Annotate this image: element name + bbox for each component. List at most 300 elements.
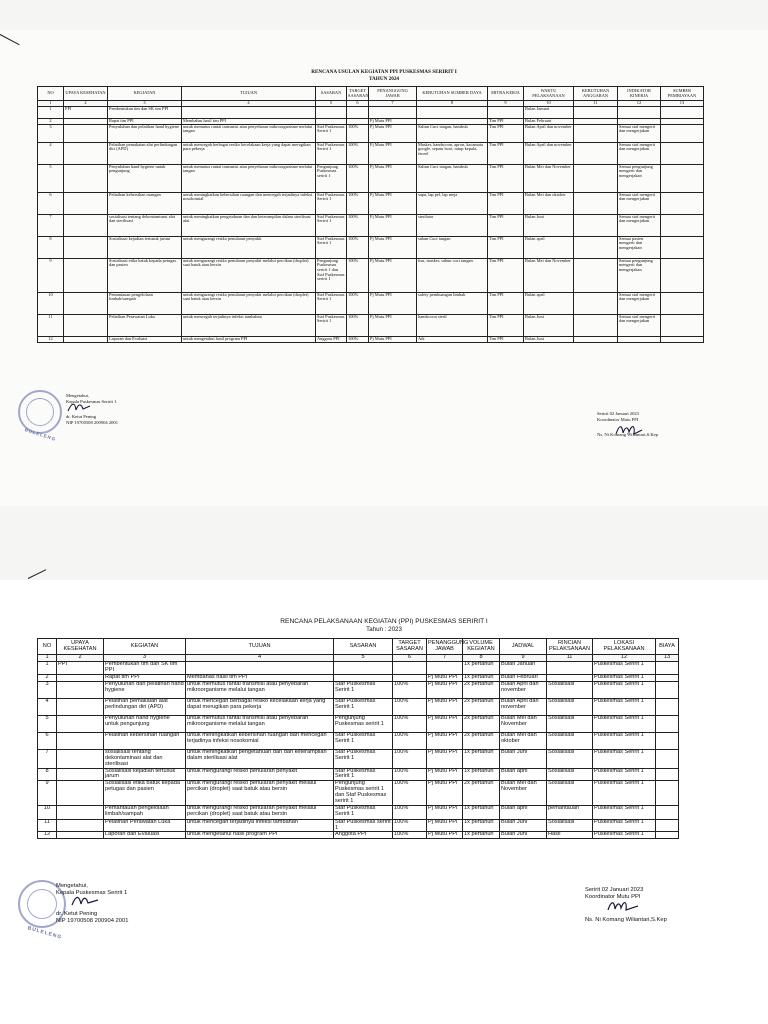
table-cell: Bulan Mei dan November bbox=[524, 164, 574, 192]
table-cell: Pj Mutu PPI bbox=[427, 805, 463, 819]
table-cell: 100% bbox=[347, 336, 369, 342]
table-cell: untuk memutus rantai transmisi atau penyebaran mikroorganisme melalui tangan bbox=[186, 716, 334, 733]
head-signature-icon bbox=[66, 400, 92, 414]
table-cell: Pelatihan Perawatan Luka bbox=[108, 314, 182, 336]
table-cell: Pj Mutu PPI bbox=[427, 733, 463, 750]
head-title: Kepala Puskesmas Seririt 1 bbox=[56, 889, 128, 896]
column-number: 12 bbox=[618, 101, 661, 107]
sign-date: Seririt 02 Januari 2023 bbox=[585, 887, 644, 893]
column-number: 8 bbox=[417, 101, 488, 107]
column-number: 3 bbox=[108, 101, 182, 107]
table-cell: Semua pasien mengerti dan mengerjakan bbox=[618, 236, 661, 258]
table-cell bbox=[57, 733, 104, 750]
table-cell: Staf Puskesmas Seririt 1 bbox=[316, 124, 347, 142]
table-cell: Tim PPI bbox=[488, 336, 524, 342]
head-name: dr. Ketut Pening bbox=[56, 910, 98, 917]
table-cell: Penyuluhan hand hygiene untuk pengunjung bbox=[104, 716, 186, 733]
table-cell: untuk mencegah berbagai resiko kecelakaan kerja yang dapat merugikan para pekerja bbox=[182, 142, 316, 164]
column-header: MITRA KERJA bbox=[488, 87, 524, 101]
table-row bbox=[38, 699, 679, 716]
table-cell: Puskesmas Seririt 1 bbox=[593, 819, 656, 832]
table-cell: 100% bbox=[393, 716, 427, 733]
table-cell bbox=[64, 164, 108, 192]
table-row bbox=[38, 682, 679, 699]
table-cell: Tim PPI bbox=[488, 142, 524, 164]
table-cell: Tim PPI bbox=[488, 124, 524, 142]
scan-corner-mark bbox=[0, 34, 20, 45]
table-cell: Pengunjung Puskesmas seririt 1 bbox=[316, 164, 347, 192]
column-header: TARGET SASARAN bbox=[347, 87, 369, 101]
table-cell bbox=[661, 292, 704, 314]
table-cell: Pj Mutu PPI bbox=[427, 819, 463, 832]
column-number: 11 bbox=[547, 655, 593, 662]
table-cell bbox=[57, 675, 104, 682]
table-cell bbox=[64, 292, 108, 314]
table-cell bbox=[64, 314, 108, 336]
table-cell: Bulan Mei dan oktober bbox=[524, 192, 574, 214]
table-cell: Pelatihan kebersihan ruangan bbox=[104, 733, 186, 750]
table-cell bbox=[57, 805, 104, 819]
page2-activity-table bbox=[37, 638, 679, 839]
table-cell bbox=[574, 314, 618, 336]
column-header: NO bbox=[38, 87, 64, 101]
document-page-1 bbox=[0, 30, 768, 506]
table-cell: 100% bbox=[347, 258, 369, 292]
table-cell: untuk mengurangi resiko penularan penyakit bbox=[182, 236, 316, 258]
table-row bbox=[38, 142, 704, 164]
table-cell: 6 bbox=[38, 733, 57, 750]
table-cell: 100% bbox=[347, 142, 369, 164]
table-cell bbox=[656, 768, 679, 781]
table-cell: sapu, lap pel, lap meja bbox=[417, 192, 488, 214]
column-header: PENANGGUNG JAWAB bbox=[369, 87, 417, 101]
table-cell: sabun Cuci tangan bbox=[417, 236, 488, 258]
table-row bbox=[38, 750, 679, 769]
column-number: 6 bbox=[393, 655, 427, 662]
column-number: 11 bbox=[574, 101, 618, 107]
table-cell: Staf Puskesmas Seririt 1 bbox=[334, 699, 393, 716]
table-cell bbox=[57, 682, 104, 699]
column-header: INDIKATOR KINERJA bbox=[618, 87, 661, 101]
table-cell: Pengunjung Puskesmas seririt 1 dan Staf Puskesmas seririt 1 bbox=[316, 258, 347, 292]
table-cell: Anggota PPI bbox=[316, 336, 347, 342]
table-cell bbox=[64, 142, 108, 164]
table-cell: Sosialisasi bbox=[547, 819, 593, 832]
table-cell: Anggota PPI bbox=[334, 832, 393, 839]
table-cell: untuk mengurangi resiko penularan penyakit melalui percikan (droplet) saat batuk atau bersin bbox=[186, 781, 334, 805]
table-cell bbox=[574, 164, 618, 192]
column-header: BIAYA bbox=[656, 639, 679, 655]
table-cell: 1x pertahun bbox=[463, 819, 500, 832]
table-cell: untuk mengetahui hasil program PPI bbox=[186, 832, 334, 839]
table-cell: Bulan Januari bbox=[524, 107, 574, 119]
table-cell: Staf Puskesmas Seririt 1 bbox=[316, 192, 347, 214]
table-cell bbox=[574, 107, 618, 119]
table-cell: PPI bbox=[64, 107, 108, 119]
table-cell: Sabun Cuci tangan, handrub bbox=[417, 164, 488, 192]
coordinator-name: Ns. Ni Komang Wiliantari,S.Kep bbox=[585, 916, 667, 923]
table-cell: 8 bbox=[38, 768, 57, 781]
column-header: KEBUTUHAN SUMBER DAYA bbox=[417, 87, 488, 101]
table-cell bbox=[64, 258, 108, 292]
table-cell: Puskesmas Seririt 1 bbox=[593, 805, 656, 819]
table-cell: safety pembuangan limbah bbox=[417, 292, 488, 314]
table-cell: 1x pertahun bbox=[463, 675, 500, 682]
table-cell: Pelatihan kebersihan ruangan bbox=[108, 192, 182, 214]
table-cell: Sosialisasi bbox=[547, 733, 593, 750]
table-cell: 2x pertahun bbox=[463, 682, 500, 699]
table-cell: Pj Mutu PPI bbox=[427, 832, 463, 839]
table-cell: Staf Puskesmas Seririt 1 bbox=[334, 805, 393, 819]
table-cell: 1x pertahun bbox=[463, 662, 500, 675]
table-cell bbox=[64, 236, 108, 258]
coordinator-name: Ns. Ni Komang Wiliantari,S.Kep bbox=[597, 432, 658, 437]
table-cell: Puskesmas Seririt 1 bbox=[593, 768, 656, 781]
table-cell: Pj Mutu PPI bbox=[369, 258, 417, 292]
coordinator-title: Koordinator Mutu PPI bbox=[585, 893, 641, 900]
table-cell: untuk mencegah terjadinya infeksi tambahan bbox=[186, 819, 334, 832]
table-cell: 12 bbox=[38, 832, 57, 839]
table-cell: Semua pengunjung mengerti dan mengerjakan bbox=[618, 258, 661, 292]
table-cell bbox=[661, 258, 704, 292]
table-cell bbox=[574, 336, 618, 342]
table-cell: Penyuluhan dan pelatihan hand hygiene bbox=[108, 124, 182, 142]
table-cell: Sosialisasi etika batuk kepada petugas dan pasien bbox=[108, 258, 182, 292]
table-cell: untuk meningkatkan pengetahuan dan dan keterampilan dalam sterilisasi alat bbox=[186, 750, 334, 769]
stamp-text: BULELENG bbox=[24, 427, 57, 442]
table-cell: 5 bbox=[38, 164, 64, 192]
table-cell: Bulan Februari bbox=[500, 675, 547, 682]
column-number: 7 bbox=[427, 655, 463, 662]
column-header: NO bbox=[38, 639, 57, 655]
table-cell: untuk mencegah berbagai resiko kecelakaan kerja yang dapat merugikan para pekerja bbox=[186, 699, 334, 716]
table-cell: Tim PPI bbox=[488, 119, 524, 125]
table-cell bbox=[64, 192, 108, 214]
table-cell: untuk mengurangi resiko penularan penyakit bbox=[186, 768, 334, 781]
column-header: WAKTU PELAKSANAAN bbox=[524, 87, 574, 101]
column-number: 4 bbox=[186, 655, 334, 662]
table-cell: Bulan Juni bbox=[524, 314, 574, 336]
table-cell: Hasil bbox=[547, 832, 593, 839]
table-cell bbox=[57, 699, 104, 716]
table-cell: Pj Mutu PPI bbox=[369, 119, 417, 125]
column-number: 13 bbox=[656, 655, 679, 662]
column-number: 7 bbox=[369, 101, 417, 107]
table-cell bbox=[316, 107, 347, 119]
table-cell: Sosialisasi bbox=[547, 768, 593, 781]
table-cell bbox=[427, 662, 463, 675]
table-cell bbox=[574, 214, 618, 236]
table-cell: untuk mengurangi resiko penularan penyakit melalui percikan (droplet) saat batuk atau bersin bbox=[182, 258, 316, 292]
column-number: 9 bbox=[488, 101, 524, 107]
table-cell bbox=[656, 675, 679, 682]
table-cell: Semua pengunjung mengerti dan mengerjakan bbox=[618, 164, 661, 192]
column-header: SASARAN bbox=[316, 87, 347, 101]
table-cell: Semua staf mengerti dan mengerjakan bbox=[618, 314, 661, 336]
column-header: TUJUAN bbox=[186, 639, 334, 655]
table-row bbox=[38, 124, 704, 142]
column-header: JADWAL bbox=[500, 639, 547, 655]
table-cell: Pelatihan pemakaian alat perlindungan diri (APD) bbox=[108, 142, 182, 164]
table-cell bbox=[57, 781, 104, 805]
acknowledge-label: Mengetahui, bbox=[66, 393, 90, 398]
table-cell bbox=[574, 142, 618, 164]
table-cell: Pj Mutu PPI bbox=[427, 675, 463, 682]
table-cell: untuk meningkatkan kebersihan ruangan dan mencegah terjadinya infeksi nosokomial bbox=[186, 733, 334, 750]
table-row bbox=[38, 292, 704, 314]
table-cell: 5 bbox=[38, 716, 57, 733]
table-cell: Rapat tim PPI bbox=[104, 675, 186, 682]
column-number: 8 bbox=[463, 655, 500, 662]
table-cell: Puskesmas Seririt 1 bbox=[593, 699, 656, 716]
table-cell bbox=[417, 107, 488, 119]
table-cell: Pj Mutu PPI bbox=[369, 192, 417, 214]
column-header: LOKASI PELAKSANAAN bbox=[593, 639, 656, 655]
stamp-text: BULELENG bbox=[26, 925, 63, 941]
table-cell: 100% bbox=[347, 214, 369, 236]
table-cell bbox=[574, 292, 618, 314]
table-cell: Staf Puskesmas Seririt 1 bbox=[316, 214, 347, 236]
table-cell: Bulan Januari bbox=[500, 662, 547, 675]
table-cell bbox=[661, 192, 704, 214]
table-cell: 100% bbox=[393, 768, 427, 781]
table-cell: 4 bbox=[38, 142, 64, 164]
table-cell: 10 bbox=[38, 805, 57, 819]
table-cell: Staf Puskesmas Seririt 1 bbox=[334, 768, 393, 781]
table-cell: 100% bbox=[347, 236, 369, 258]
table-cell bbox=[656, 682, 679, 699]
table-cell bbox=[661, 107, 704, 119]
table-cell: Staf Puskesmas seririt 1 bbox=[335, 818, 391, 831]
table-cell: Puskesmas Seririt 1 bbox=[593, 682, 656, 699]
table-cell: untuk meningkatkan pengetahuan dan dan keterampilan dalam sterilisasi alat bbox=[182, 214, 316, 236]
table-cell: Tim PPI bbox=[488, 164, 524, 192]
table-cell: Penyuluhan dan pelatihan hand hygiene bbox=[104, 682, 186, 699]
table-cell: 100% bbox=[347, 314, 369, 336]
table-cell: Bulan april bbox=[500, 805, 547, 819]
table-cell: PPI bbox=[57, 662, 104, 675]
table-cell bbox=[656, 781, 679, 805]
column-header: KEBUTUHAN ANGGARAN bbox=[574, 87, 618, 101]
column-number: 10 bbox=[524, 101, 574, 107]
table-cell bbox=[618, 107, 661, 119]
table-cell: Sosialisasi bbox=[547, 682, 593, 699]
table-cell: Pj Mutu PPI bbox=[369, 124, 417, 142]
table-cell: Laporan dan Evaluasi bbox=[108, 336, 182, 342]
table-cell: Pelatihan Perawatan Luka bbox=[104, 819, 186, 832]
table-cell: Semua staf mengerti dan mengerjakan bbox=[618, 192, 661, 214]
table-cell: 4 bbox=[38, 699, 57, 716]
table-cell: Sosialisasi bbox=[547, 699, 593, 716]
table-cell: Tim PPI bbox=[488, 214, 524, 236]
table-cell bbox=[661, 214, 704, 236]
table-cell: Bulan Juni bbox=[524, 214, 574, 236]
table-cell bbox=[656, 832, 679, 839]
table-cell: Sosialisasi bbox=[547, 716, 593, 733]
table-cell bbox=[57, 716, 104, 733]
table-cell bbox=[661, 124, 704, 142]
table-cell: Staf Puskesmas Seririt 1 bbox=[334, 750, 393, 769]
table-cell: 7 bbox=[38, 214, 64, 236]
table-cell: Tim PPI bbox=[488, 292, 524, 314]
head-name: dr. Ketut Pening bbox=[66, 414, 96, 419]
table-cell bbox=[182, 107, 316, 119]
table-cell bbox=[64, 214, 108, 236]
table-cell: 100% bbox=[393, 781, 427, 805]
table-cell: Bulan Juni bbox=[524, 336, 574, 342]
table-cell: Bulan april bbox=[524, 292, 574, 314]
page2-table-header bbox=[38, 639, 679, 655]
table-cell: 1x pertahun bbox=[463, 768, 500, 781]
table-cell: Puskesmas Seririt 1 bbox=[593, 733, 656, 750]
table-cell: sosialisasi tentang dekontaminasi alat dan sterilisasi bbox=[104, 750, 186, 769]
table-row bbox=[38, 768, 679, 781]
column-number: 6 bbox=[347, 101, 369, 107]
table-cell: Masker, handscoon, apron, kacamata google, sepatu boot, tutup kepala, faceel bbox=[417, 142, 488, 164]
table-cell: Puskesmas Seririt 1 bbox=[593, 662, 656, 675]
table-row bbox=[38, 107, 704, 119]
table-row bbox=[38, 336, 704, 342]
table-cell: 100% bbox=[347, 164, 369, 192]
column-number: 13 bbox=[661, 101, 704, 107]
table-cell: 1 bbox=[38, 662, 57, 675]
table-cell: Pj Mutu PPI bbox=[427, 768, 463, 781]
table-cell: Pj Mutu PPI bbox=[427, 716, 463, 733]
table-cell: untuk memutus rantai transmisi atau penyebaran mikroorganisme melalui tangan bbox=[182, 164, 316, 192]
table-cell bbox=[661, 336, 704, 342]
table-cell: Pj Mutu PPI bbox=[369, 142, 417, 164]
table-cell bbox=[661, 236, 704, 258]
table-cell bbox=[574, 258, 618, 292]
table-cell: Atk bbox=[417, 336, 488, 342]
table-cell: 100% bbox=[347, 124, 369, 142]
table-cell: Tim PPI bbox=[488, 314, 524, 336]
column-number: 2 bbox=[57, 655, 104, 662]
table-cell bbox=[618, 336, 661, 342]
table-cell: 100% bbox=[347, 292, 369, 314]
table-cell: Bulan April dan november bbox=[500, 682, 547, 699]
table-cell: untuk mengurangi resiko penularan penyakit melalui percikan (droplet) saat batuk atau bersin bbox=[186, 805, 334, 819]
table-cell bbox=[334, 662, 393, 675]
table-cell: 2 bbox=[38, 119, 64, 125]
table-cell bbox=[186, 662, 334, 675]
table-cell bbox=[656, 750, 679, 769]
page2-subtitle: Tahun : 2023 bbox=[366, 626, 402, 633]
table-cell bbox=[369, 107, 417, 119]
column-header: UPAYA KESEHATAN bbox=[57, 639, 104, 655]
table-cell: 100% bbox=[393, 805, 427, 819]
table-cell bbox=[656, 662, 679, 675]
column-number: 1 bbox=[38, 655, 57, 662]
table-cell bbox=[661, 314, 704, 336]
table-cell: Pj Mutu PPI bbox=[369, 236, 417, 258]
table-row bbox=[38, 805, 679, 819]
table-cell: pemantauan bbox=[547, 805, 593, 819]
table-cell: Sabun Cuci tangan, handrub bbox=[417, 124, 488, 142]
table-cell bbox=[547, 662, 593, 675]
table-cell: Pengunjung Puskesmas seririt 1 dan Staf Puskesmas seririt 1 bbox=[334, 781, 393, 805]
table-cell: Pj Mutu PPI bbox=[369, 292, 417, 314]
table-cell: Pelatihan pemakaian alat perlindungan diri (APD) bbox=[104, 699, 186, 716]
table-cell bbox=[656, 716, 679, 733]
table-cell: Tim PPI bbox=[488, 192, 524, 214]
table-cell: Bulan April dan november bbox=[524, 142, 574, 164]
table-cell: Membahas hasil tim PPI bbox=[182, 119, 316, 125]
table-cell bbox=[347, 107, 369, 119]
head-nip: NIP 19700508 200904 2001 bbox=[66, 419, 119, 425]
table-cell: Semua staf mengerti dan mengerjakan bbox=[618, 124, 661, 142]
column-header: PENANGGUNG JAWAB bbox=[427, 639, 463, 655]
table-cell bbox=[574, 236, 618, 258]
column-number: 1 bbox=[38, 101, 64, 107]
table-cell: 3 bbox=[38, 124, 64, 142]
table-cell: Sosialisasi kejadian tertusuk jarum bbox=[108, 236, 182, 258]
table-cell: Pj Mutu PPI bbox=[369, 164, 417, 192]
table-cell: Pj Mutu PPI bbox=[369, 214, 417, 236]
table-cell: sosialisasi tentang dekontaminasi alat dan sterilisasi bbox=[108, 214, 182, 236]
table-cell: 7 bbox=[38, 750, 57, 769]
table-row bbox=[38, 832, 679, 839]
table-cell: 2x pertahun bbox=[463, 699, 500, 716]
table-cell: Bulan Juni bbox=[500, 832, 547, 839]
table-cell: Sosialisasi kejadian tertusuk jarum bbox=[104, 768, 186, 781]
table-cell: Semua staf mengerti dan mengerjakan bbox=[618, 214, 661, 236]
table-cell: Pj Mutu PPI bbox=[427, 699, 463, 716]
table-row bbox=[38, 214, 704, 236]
table-row bbox=[38, 236, 704, 258]
table-cell: sterilator bbox=[417, 214, 488, 236]
column-header: RINCIAN PELAKSANAAN bbox=[547, 639, 593, 655]
table-cell: Semua staf mengerti dan mengerjakan bbox=[618, 292, 661, 314]
column-header: KEGIATAN bbox=[104, 639, 186, 655]
table-cell: Puskesmas Seririt 1 bbox=[593, 750, 656, 769]
page1-title: RENCANA USULAN KEGIATAN PPI PUSKESMAS SERIRIT I bbox=[311, 69, 457, 75]
table-row bbox=[38, 192, 704, 214]
table-cell: Rapat tim PPI bbox=[108, 119, 182, 125]
table-cell: Sosialisasi bbox=[547, 750, 593, 769]
column-number: 12 bbox=[593, 655, 656, 662]
table-cell: Staf Puskesmas Seririt 1 bbox=[316, 236, 347, 258]
table-row bbox=[38, 781, 679, 805]
column-number: 9 bbox=[500, 655, 547, 662]
table-cell: 100% bbox=[393, 819, 427, 832]
table-cell: 6 bbox=[38, 192, 64, 214]
table-cell: 100% bbox=[393, 699, 427, 716]
column-number: 5 bbox=[334, 655, 393, 662]
table-cell: Pengunjung Puskesmas seririt 1 bbox=[334, 716, 393, 733]
table-cell: 8 bbox=[38, 236, 64, 258]
table-cell: Sosialisasi bbox=[547, 781, 593, 805]
table-cell: untuk memutus rantai transmisi atau penyebaran mikroorganisme melalui tangan bbox=[182, 124, 316, 142]
column-header: TARGET SASARAN bbox=[393, 639, 427, 655]
head-title: Kepala Puskesmas Seririt 1 bbox=[66, 398, 117, 404]
head-nip: NIP 19700508 200904 2001 bbox=[56, 917, 129, 924]
table-cell: Bulan Februari bbox=[524, 119, 574, 125]
table-cell: Staf Puskesmas Seririt 1 bbox=[316, 142, 347, 164]
table-cell: Staf Puskesmas Seririt 1 bbox=[334, 682, 393, 699]
coordinator-signature-icon bbox=[606, 898, 640, 914]
table-cell: Staf Puskesmas Seririt 1 bbox=[334, 733, 393, 750]
column-number: 4 bbox=[182, 101, 316, 107]
table-row bbox=[38, 258, 704, 292]
table-cell bbox=[57, 750, 104, 769]
head-signature-icon bbox=[70, 893, 100, 909]
table-cell: untuk mengurangi resiko penularan penyakit melalui percikan (droplet) saat batuk atau bersin bbox=[182, 292, 316, 314]
column-number: 5 bbox=[316, 101, 347, 107]
table-cell: 1x pertahun bbox=[463, 750, 500, 769]
table-cell bbox=[574, 192, 618, 214]
table-cell: 2x pertahun bbox=[463, 733, 500, 750]
